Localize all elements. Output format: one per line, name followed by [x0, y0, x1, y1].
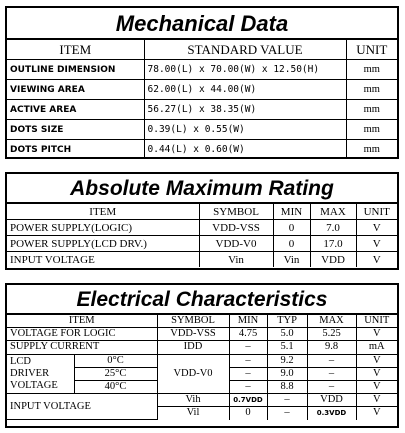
table-row	[7, 100, 397, 120]
min-cell: –	[229, 367, 267, 380]
max-cell: 7.0	[310, 220, 356, 236]
table-header-row	[7, 315, 397, 328]
max-cell: 0.3VDD	[307, 407, 356, 420]
header-item: ITEM	[7, 315, 157, 328]
max-cell: 9.8	[307, 341, 356, 354]
table-row	[7, 236, 397, 252]
absolute-maximum-rating-title: Absolute Maximum Rating	[7, 174, 397, 204]
item-cell: OUTLINE DIMENSION	[7, 60, 144, 80]
value-cell: 56.27(L) x 38.35(W)	[144, 100, 346, 120]
max-cell: –	[307, 354, 356, 367]
item-cell: INPUT VOLTAGE	[7, 252, 199, 268]
typ-cell: –	[267, 394, 307, 407]
mechanical-data-table	[7, 40, 397, 159]
electrical-characteristics-table	[7, 315, 397, 420]
temperature-cell: 25°C	[74, 367, 157, 380]
header-min: MIN	[229, 315, 267, 328]
unit-cell: V	[356, 354, 397, 367]
min-cell: –	[229, 341, 267, 354]
symbol-cell: Vil	[157, 407, 229, 420]
unit-cell: V	[356, 328, 397, 341]
unit-cell: mA	[356, 341, 397, 354]
unit-cell: V	[356, 380, 397, 393]
unit-cell: V	[356, 394, 397, 407]
item-cell: SUPPLY CURRENT	[7, 341, 157, 354]
item-cell: POWER SUPPLY(LOGIC)	[7, 220, 199, 236]
value-cell: 0.39(L) x 0.55(W)	[144, 120, 346, 140]
unit-cell: mm	[346, 60, 397, 80]
table-header-row	[7, 40, 397, 60]
min-cell: 0.7VDD	[229, 394, 267, 407]
typ-cell: 5.0	[267, 328, 307, 341]
header-max: MAX	[310, 204, 356, 220]
electrical-characteristics-title: Electrical Characteristics	[7, 285, 397, 315]
table-row	[7, 252, 397, 268]
unit-cell: mm	[346, 100, 397, 120]
typ-cell: 9.2	[267, 354, 307, 367]
min-cell: –	[229, 380, 267, 393]
symbol-cell: IDD	[157, 341, 229, 354]
symbol-cell: VDD-VSS	[199, 220, 273, 236]
temperature-cell: 40°C	[74, 380, 157, 393]
min-cell: 4.75	[229, 328, 267, 341]
typ-cell: –	[267, 407, 307, 420]
table-row	[7, 220, 397, 236]
unit-cell: V	[356, 220, 397, 236]
symbol-cell: Vih	[157, 394, 229, 407]
header-symbol: SYMBOL	[157, 315, 229, 328]
absolute-maximum-rating-table	[7, 204, 397, 267]
item-cell: POWER SUPPLY(LCD DRV.)	[7, 236, 199, 252]
table-row	[7, 140, 397, 160]
table-row	[7, 60, 397, 80]
max-cell: –	[307, 367, 356, 380]
unit-cell: mm	[346, 120, 397, 140]
unit-cell: V	[356, 407, 397, 420]
item-cell: VOLTAGE FOR LOGIC	[7, 328, 157, 341]
typ-cell: 5.1	[267, 341, 307, 354]
value-cell: 0.44(L) x 0.60(W)	[144, 140, 346, 160]
input-voltage-cell: INPUT VOLTAGE	[7, 394, 157, 420]
min-cell: 0	[229, 407, 267, 420]
max-cell: –	[307, 380, 356, 393]
table-row	[7, 341, 397, 354]
unit-cell: mm	[346, 80, 397, 100]
typ-cell: 9.0	[267, 367, 307, 380]
header-min: MIN	[273, 204, 310, 220]
electrical-characteristics-section	[5, 283, 399, 428]
value-cell: 62.00(L) x 44.00(W)	[144, 80, 346, 100]
item-cell: DOTS PITCH	[7, 140, 144, 160]
table-row	[7, 354, 397, 367]
item-cell: ACTIVE AREA	[7, 100, 144, 120]
max-cell: VDD	[307, 394, 356, 407]
header-item: ITEM	[7, 204, 199, 220]
header-unit: UNIT	[346, 40, 397, 60]
header-unit: UNIT	[356, 204, 397, 220]
mechanical-data-section	[5, 6, 399, 159]
unit-cell: V	[356, 236, 397, 252]
min-cell: 0	[273, 236, 310, 252]
max-cell: 17.0	[310, 236, 356, 252]
max-cell: VDD	[310, 252, 356, 268]
lcd-driver-voltage-cell: LCD DRIVER VOLTAGE	[7, 354, 74, 394]
unit-cell: V	[356, 252, 397, 268]
table-row	[7, 120, 397, 140]
typ-cell: 8.8	[267, 380, 307, 393]
table-header-row	[7, 204, 397, 220]
temperature-cell: 0°C	[74, 354, 157, 367]
symbol-cell: VDD-V0	[199, 236, 273, 252]
min-cell: 0	[273, 220, 310, 236]
table-row	[7, 394, 397, 407]
absolute-maximum-rating-section	[5, 172, 399, 270]
min-cell: –	[229, 354, 267, 367]
symbol-cell: VDD-V0	[157, 354, 229, 394]
mechanical-data-title: Mechanical Data	[7, 8, 397, 40]
unit-cell: mm	[346, 140, 397, 160]
header-unit: UNIT	[356, 315, 397, 328]
symbol-cell: Vin	[199, 252, 273, 268]
item-cell: VIEWING AREA	[7, 80, 144, 100]
table-row	[7, 80, 397, 100]
min-cell: Vin	[273, 252, 310, 268]
max-cell: 5.25	[307, 328, 356, 341]
header-item: ITEM	[7, 40, 144, 60]
symbol-cell: VDD-VSS	[157, 328, 229, 341]
table-row	[7, 328, 397, 341]
item-cell: DOTS SIZE	[7, 120, 144, 140]
header-symbol: SYMBOL	[199, 204, 273, 220]
header-max: MAX	[307, 315, 356, 328]
unit-cell: V	[356, 367, 397, 380]
value-cell: 78.00(L) x 70.00(W) x 12.50(H)	[144, 60, 346, 80]
header-typ: TYP	[267, 315, 307, 328]
header-standard-value: STANDARD VALUE	[144, 40, 346, 60]
